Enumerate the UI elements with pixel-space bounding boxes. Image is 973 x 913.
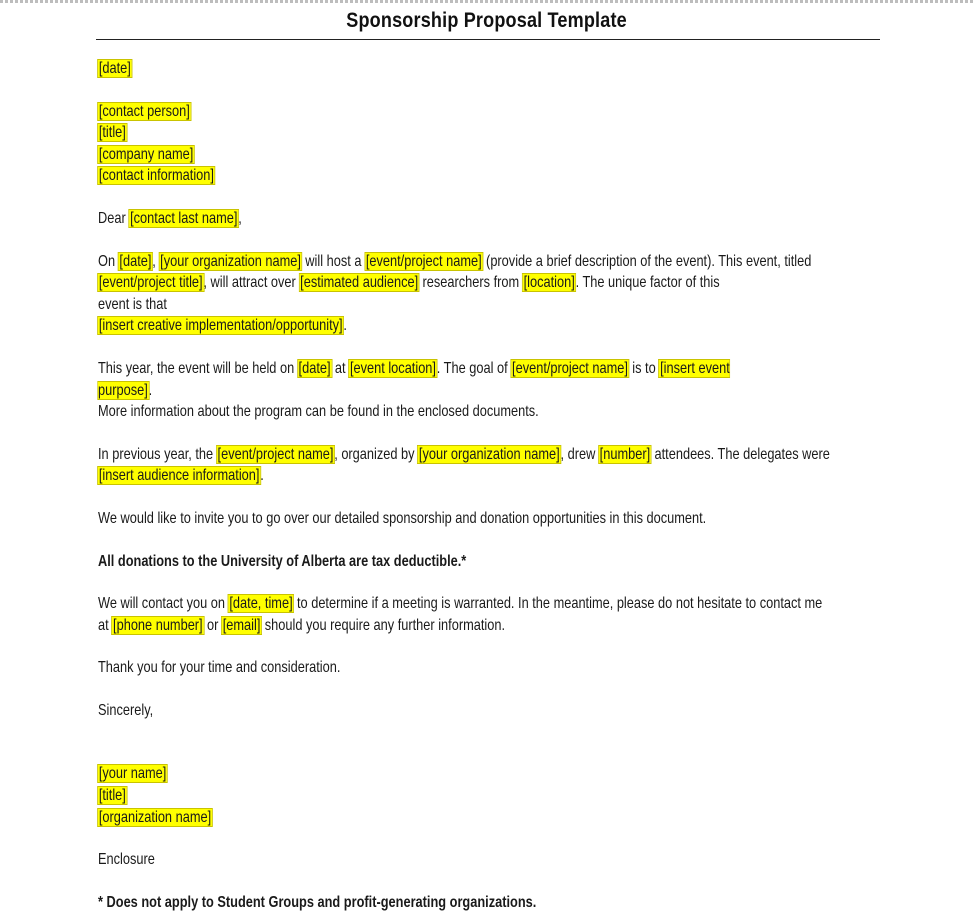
page-top-border (0, 0, 973, 3)
salutation: Dear [contact last name], (98, 209, 242, 227)
placeholder-your-name: [your name] (98, 765, 167, 783)
paragraph-2: This year, the event will be held on [date] at [event location]. The goal of [event/project name] is to [insert event purpose]. More information about the program can be found in the enclosed documents. (98, 359, 730, 421)
paragraph-3: In previous year, the [event/project name], organized by [your organization name], drew [number] attendees. The delegates were [insert audience information]. (98, 445, 830, 485)
placeholder-organization-name: [your organization name] (160, 252, 301, 270)
placeholder-location: [location] (523, 274, 575, 292)
placeholder-contact-last-name: [contact last name] (130, 209, 238, 227)
enclosure: Enclosure (98, 851, 155, 869)
placeholder-creative-implementation: [insert creative implementation/opportunity] (98, 317, 343, 335)
title-underline (96, 39, 880, 40)
header-title (98, 122, 746, 144)
placeholder-date: [date] (298, 359, 331, 377)
placeholder-event-project-name: [event/project name] (512, 359, 628, 377)
header-company-name (98, 144, 746, 166)
header-contact-person (98, 101, 746, 123)
signature-title (98, 785, 746, 807)
paragraph-7: Thank you for your time and consideration. (98, 659, 341, 677)
paragraph-6: We will contact you on [date, time] to determine if a meeting is warranted. In the meantime, please do not hesitate to contact me at [phone number] or [email] should you require any further information. (98, 595, 823, 634)
placeholder-company-name: [company name] (98, 145, 194, 163)
placeholder-event-project-title: [event/project title] (98, 274, 203, 292)
closing: Sincerely, (98, 701, 154, 719)
placeholder-organization: [organization name] (98, 808, 212, 826)
header-date (98, 58, 746, 80)
placeholder-phone-number: [phone number] (113, 616, 203, 634)
placeholder-contact-person: [contact person] (98, 102, 190, 120)
placeholder-event-location: [event location] (349, 359, 436, 377)
paragraph-1: On [date], [your organization name] will host a [event/project name] (provide a brief description of the event). This event, titled [event/project title], will attract over [estimated audience] researchers from [location]. The unique factor of this event is that [insert creative implementation/opportunity]. (98, 252, 812, 335)
placeholder-contact-information: [contact information] (98, 167, 214, 185)
signature-name (98, 763, 746, 785)
header-contact-information (98, 165, 746, 187)
placeholder-date: [date] (98, 60, 131, 77)
placeholder-audience-information: [insert audience information] (98, 467, 260, 485)
placeholder-date-time: [date, time] (229, 595, 293, 613)
placeholder-date: [date] (119, 252, 152, 270)
paragraph-4: We would like to invite you to go over our detailed sponsorship and donation opportunities in this document. (98, 509, 707, 527)
placeholder-event-project-name: [event/project name] (365, 252, 482, 270)
placeholder-event-purpose: [insert event purpose] (98, 359, 730, 399)
placeholder-email: [email] (222, 616, 261, 634)
placeholder-title: [title] (98, 124, 126, 142)
footnote: * Does not apply to Student Groups and profit-generating organizations. (98, 893, 537, 911)
signature-organization (98, 807, 746, 829)
document-title: Sponsorship Proposal Template (346, 9, 627, 32)
placeholder-estimated-audience: [estimated audience] (300, 274, 419, 292)
placeholder-title: [title] (98, 787, 126, 805)
placeholder-event-project-name: [event/project name] (217, 445, 334, 463)
tax-deductible-note: All donations to the University of Alberta are tax deductible.* (98, 552, 467, 570)
letter-body (98, 58, 830, 913)
placeholder-organization-name: [your organization name] (418, 445, 560, 463)
placeholder-number: [number] (599, 445, 651, 463)
